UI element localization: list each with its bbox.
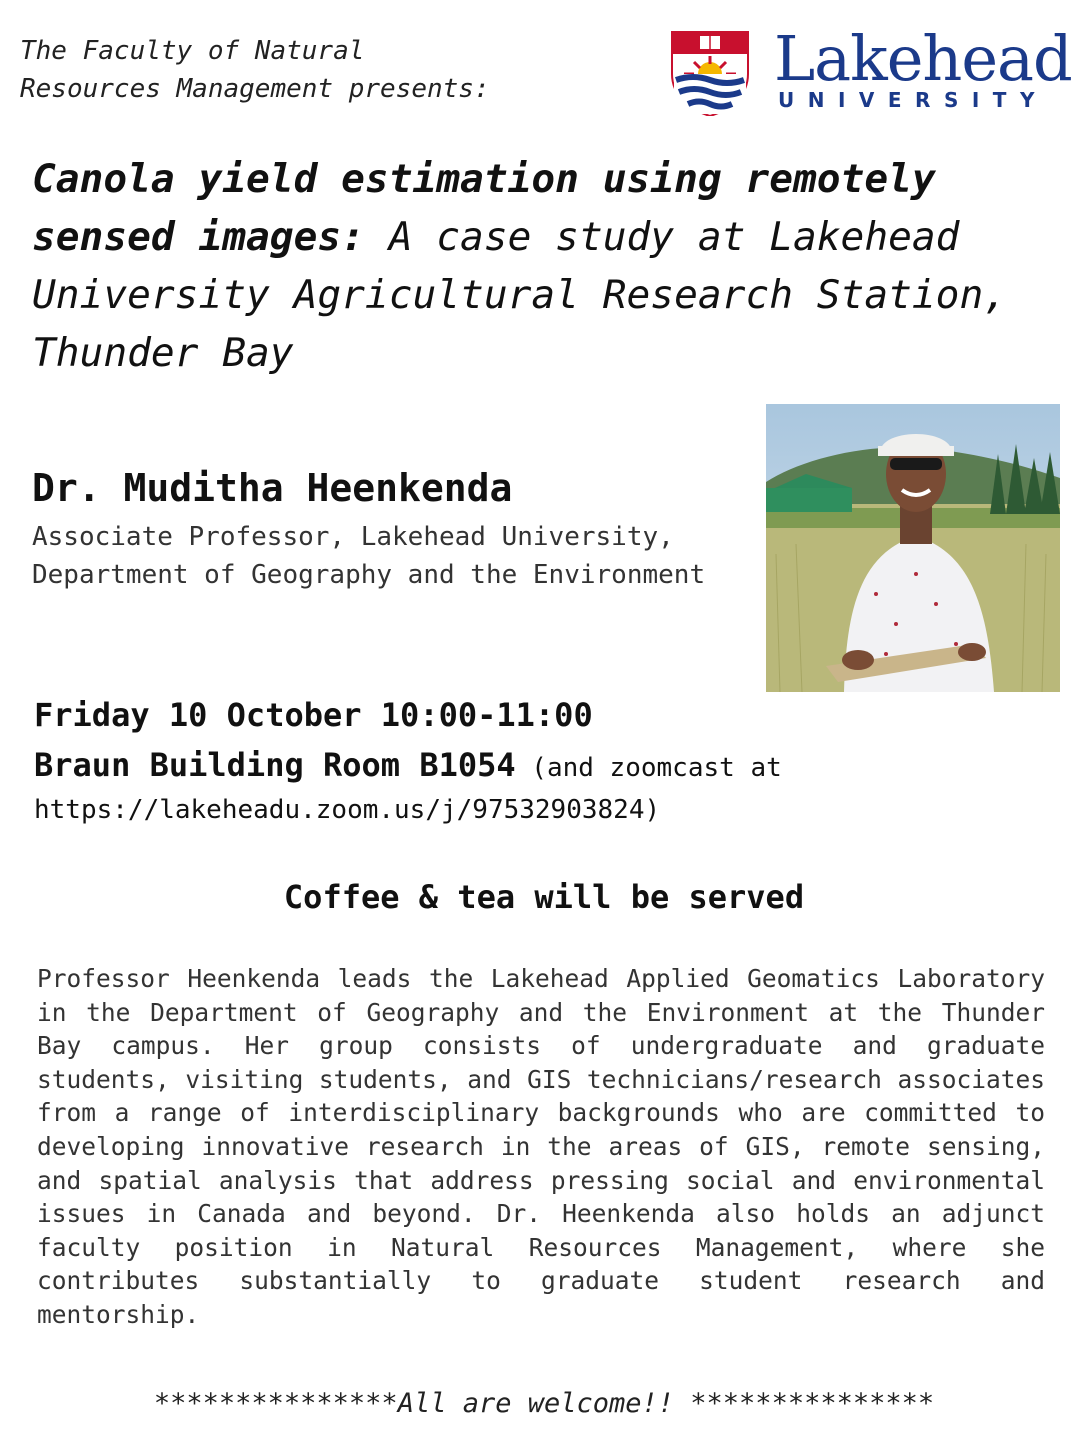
welcome-footer: ***************All are welcome!! *************** [153,1388,935,1419]
refreshments-note: Coffee & tea will be served [283,878,805,916]
speaker-bio: Professor Heenkenda leads the Lakehead Applied Geomatics Laboratory in the Department of Geography and the Environment at the Thunder Bay campus. Her group consists of undergraduate and graduate students, visiting students, and GIS technicians/research associates from a range of interdisciplinary backgrounds who are committed to developing innovative research in the areas of GIS, remote sensing, and spatial analysis that address pressing social and environmental issues in Canada and beyond. Dr. Heenkenda also holds an adjunct faculty position in Natural Resources Management, where she contributes substantially to graduate student research and mentorship. [37,964,1045,1329]
speaker-photo [766,404,1060,692]
zoom-link[interactable]: (and zoomcast at https://lakeheadu.zoom.us/j/97532903824) [34,753,782,825]
talk-title [32,150,1082,382]
event-date-time: Friday 10 October 10:00-11:00 [34,696,593,734]
logo-wordmark: Lakehead [774,22,1072,95]
logo-subwordmark: UNIVERSITY [778,88,1048,112]
event-venue [34,744,1074,831]
shield-icon [670,30,750,116]
speaker-name: Dr. Muditha Heenkenda [32,466,513,510]
presenter-line: The Faculty of Natural Resources Management presents: [20,36,490,104]
talk-title-rest: A case study at Lakehead University Agricultural Research Station, Thunder Bay [32,214,1008,376]
speaker-role: Associate Professor, Lakehead University, Department of Geography and the Environment [32,522,706,590]
talk-title-bold: Canola yield estimation using remotely sensed images: [32,156,936,260]
venue-room: Braun Building Room B1054 [34,746,516,784]
university-logo [668,22,1072,116]
